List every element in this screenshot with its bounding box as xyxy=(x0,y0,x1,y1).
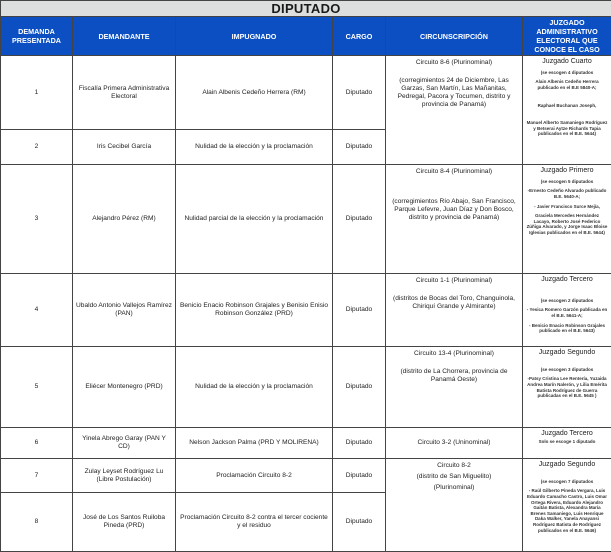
cell-impugnado: Nulidad de la elección y la proclamación xyxy=(176,130,333,165)
juzgado-title: Juzgado Tercero xyxy=(526,430,608,438)
juzgado-note: (se escogen 3 diputados xyxy=(526,367,608,372)
table-title: DIPUTADO xyxy=(1,1,611,17)
circ-title: Circuito 8-4 (Plurinominal) xyxy=(416,168,492,175)
circ-detail: (corregimientos Río Abajo, San Francisco, Parque Lefevre, Juan Díaz y Don Bosco, distrito y provincia de Panamá) xyxy=(392,198,516,221)
cell-cargo: Diputado xyxy=(333,165,386,274)
juzgado-title: Juzgado Cuarto xyxy=(526,58,608,66)
cell-impugnado: Alain Albenis Cedeño Herrera (RM) xyxy=(176,56,333,130)
table-row xyxy=(1,459,611,493)
cell-cargo: Diputado xyxy=(333,428,386,459)
cell-num: 6 xyxy=(1,428,73,459)
cell-impugnado: Nulidad parcial de la elección y la proclamación xyxy=(176,165,333,274)
cell-juzgado xyxy=(523,347,611,428)
circ-detail: (distrito de La Chorrera, provincia de Panamá Oeste) xyxy=(400,368,507,383)
juzgado-item: Manuel Alberto Samaniego Rodríguez y Betserai Aytze Richards Tapia publicados en el B.E. 5644) xyxy=(526,120,608,137)
circ-title: Circuito 13-4 (Plurinominal) xyxy=(414,350,494,357)
cell-demandante: Fiscalía Primera Administrativa Electoral xyxy=(73,56,176,130)
cell-demandante: Alejandro Pérez (RM) xyxy=(73,165,176,274)
juzgado-item: Raphael Buchanan Joseph, xyxy=(526,103,608,109)
circ-detail: (distrito de San Miguelito) xyxy=(389,473,519,481)
juzgado-title: Juzgado Primero xyxy=(526,167,608,175)
cell-num: 5 xyxy=(1,347,73,428)
cell-impugnado: Proclamación Circuito 8-2 xyxy=(176,459,333,493)
cell-juzgado xyxy=(523,428,611,459)
cell-cargo: Diputado xyxy=(333,274,386,347)
juzgado-item: - Benicio Enacio Robinson Grajales publicado en el B.E. 5643) xyxy=(526,323,608,334)
cell-num: 1 xyxy=(1,56,73,130)
cell-juzgado xyxy=(523,56,611,165)
table-row xyxy=(1,56,611,130)
header-impugnado: IMPUGNADO xyxy=(176,17,333,56)
cell-circunscripcion xyxy=(386,347,523,428)
header-juzgado: JUZGADO ADMINISTRATIVO ELECTORAL QUE CONOCE EL CASO xyxy=(523,17,611,56)
cell-demandante: Eliécer Montenegro (PRD) xyxy=(73,347,176,428)
cell-circunscripcion xyxy=(386,165,523,274)
cell-num: 2 xyxy=(1,130,73,165)
juzgado-note: (se escogen 7 diputados xyxy=(526,479,608,484)
header-circunscripcion: CIRCUNSCRIPCIÓN xyxy=(386,17,523,56)
cell-juzgado xyxy=(523,459,611,552)
table-row xyxy=(1,274,611,347)
cell-cargo: Diputado xyxy=(333,130,386,165)
table-row xyxy=(1,165,611,274)
cell-impugnado: Proclamación Circuito 8-2 contra el tercer cociente y el residuo xyxy=(176,493,333,552)
circ-type: (Plurinominal) xyxy=(389,484,519,492)
cell-cargo: Diputado xyxy=(333,493,386,552)
juzgado-item: Alain Albenis Cedeño Herrera publicado en el B.E 5840-A; xyxy=(526,79,608,90)
circ-title: Circuito 8-2 xyxy=(389,462,519,470)
cell-demandante: Zulay Leyset Rodríguez Lu (Libre Postulación) xyxy=(73,459,176,493)
cell-demandante: José de Los Santos Ruiloba Pineda (PRD) xyxy=(73,493,176,552)
juzgado-title: Juzgado Segundo xyxy=(526,461,608,469)
cell-demandante: Ubaldo Antonio Vallejos Ramírez (PAN) xyxy=(73,274,176,347)
cell-demandante: Iris Cecibel García xyxy=(73,130,176,165)
juzgado-item: - Raúl Gilberto Pineda Vergara, Luis Eduardo Camacho Castro, Luis Omar Ortega Rivera, Eduardo Alejandro Gaitán Batista, Alexandra María Brenes Samaniego, Luis Henrique Daka Walker, Yanela Anayansi Rodríguez Batista de Rodríguez publicados en el B.E. 5646) xyxy=(526,488,608,533)
cell-cargo: Diputado xyxy=(333,347,386,428)
cell-impugnado: Benicio Enacio Robinson Grajales y Benisio Enisio Robinson González (PRD) xyxy=(176,274,333,347)
circ-detail: (distritos de Bocas del Toro, Changuinola, Chiriquí Grande y Almirante) xyxy=(393,295,515,310)
cell-circunscripcion xyxy=(386,459,523,552)
cell-circunscripcion xyxy=(386,274,523,347)
circ-title: Circuito 1-1 (Plurinominal) xyxy=(416,277,492,284)
cell-juzgado xyxy=(523,165,611,274)
juzgado-item: -Patsy Cristina Lee Rentería, Yuzaida Andrea Marín Nalerón, y Lilia Emérita Batista Rodríguez de Guerra publicadas en el B.E. 5645 ) xyxy=(526,376,608,398)
juzgado-title: Juzgado Tercero xyxy=(526,276,608,284)
juzgado-item: -Ernesto Cedeño Alvarado publicado B.E. 5640-A; xyxy=(526,188,608,199)
circ-title: Circuito 8-6 (Plurinominal) xyxy=(416,59,492,66)
table-row xyxy=(1,428,611,459)
cell-num: 4 xyxy=(1,274,73,347)
cell-juzgado xyxy=(523,274,611,347)
cell-cargo: Diputado xyxy=(333,459,386,493)
header-demanda: DEMANDA PRESENTADA xyxy=(1,17,73,56)
cell-num: 8 xyxy=(1,493,73,552)
cell-circunscripcion xyxy=(386,428,523,459)
cell-num: 3 xyxy=(1,165,73,274)
juzgado-note: Solo se escoge 1 diputado xyxy=(526,439,608,444)
juzgado-item: - Yesica Romero Garzón publicada en el B.E. 5641-A; xyxy=(526,307,608,318)
cell-impugnado: Nulidad de la elección y la proclamación xyxy=(176,347,333,428)
header-demandante: DEMANDANTE xyxy=(73,17,176,56)
juzgado-item: - Javier Francisco Surce Mejía, xyxy=(526,204,608,210)
circ-title: Circuito 3-2 (Uninominal) xyxy=(418,439,491,446)
juzgado-item: Graciela Mercedes Hernández Lacayo, Roberto José Federico Zúñiga Alvarado, y Jorge Isaac Bloise Iglesias publicados en el B.E. 5644) xyxy=(526,213,608,235)
cell-num: 7 xyxy=(1,459,73,493)
juzgado-note: (se escogen 4 diputados xyxy=(526,70,608,75)
cell-cargo: Diputado xyxy=(333,56,386,130)
circ-detail: (corregimientos 24 de Diciembre, Las Garzas, San Martín, Las Mañanitas, Pedregal, Pacora y Tocumen, distrito y provincia de Panamá) xyxy=(398,77,511,108)
cell-demandante: Yinela Abrego Garay (PAN Y CD) xyxy=(73,428,176,459)
juzgado-title: Juzgado Segundo xyxy=(526,349,608,357)
juzgado-note: (se escogen 2 diputados xyxy=(526,298,608,303)
header-cargo: CARGO xyxy=(333,17,386,56)
cell-impugnado: Nelson Jackson Palma (PRD Y MOLIRENA) xyxy=(176,428,333,459)
cell-circunscripcion xyxy=(386,56,523,165)
table-row xyxy=(1,347,611,428)
juzgado-note: (se escogen 5 diputados xyxy=(526,179,608,184)
